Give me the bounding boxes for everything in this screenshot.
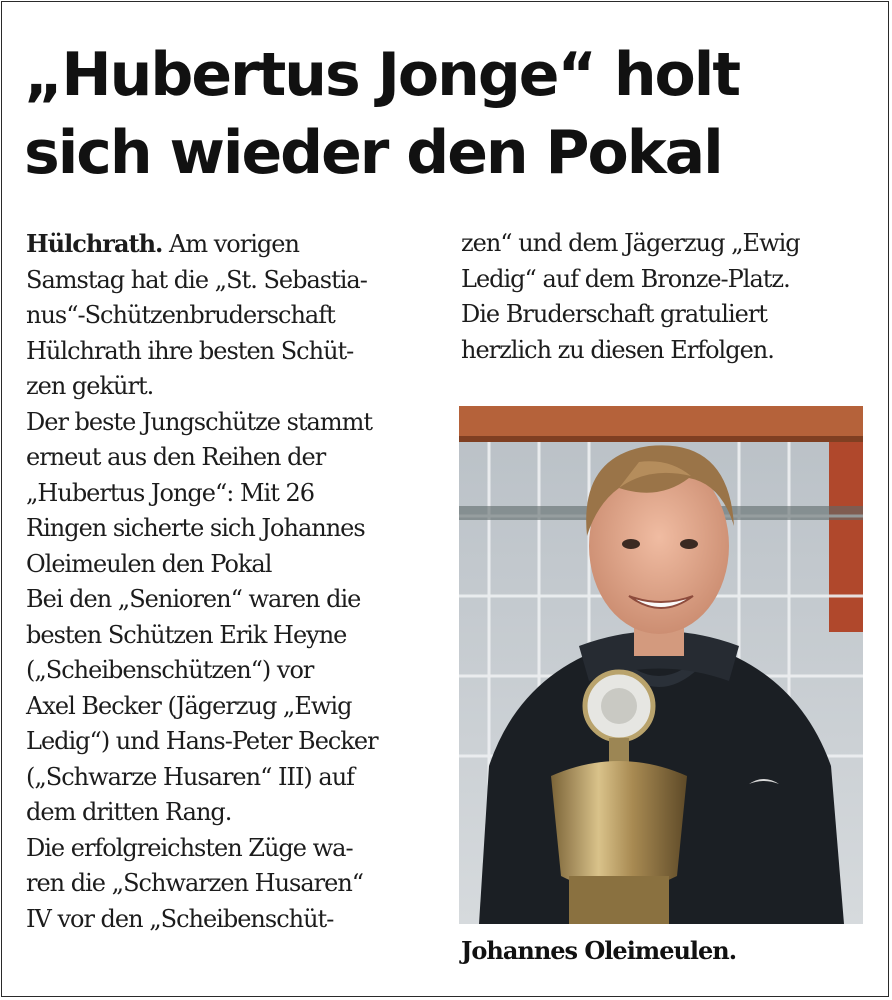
headline-line-1: „Hubertus Jonge“ holt (24, 40, 740, 110)
body-line: nus“-Schützenbruderschaft (26, 301, 335, 329)
body-line: dem dritten Rang. (26, 798, 232, 826)
body-line: „Hubertus Jonge“: Mit 26 (26, 478, 315, 507)
body-line-text: Am vorigen (162, 230, 299, 258)
article-photo (459, 406, 863, 924)
body-line: Samstag hat die „St. Sebastia- (26, 265, 367, 294)
body-line: Axel Becker (Jägerzug „Ewig (26, 691, 352, 720)
dateline: Hülchrath. (26, 229, 163, 258)
body-line: ren die „Schwarzen Husaren“ (26, 869, 364, 897)
body-line: zen“ und dem Jägerzug „Ewig (461, 229, 800, 257)
body-line: besten Schützen Erik Heyne (26, 620, 347, 649)
body-line: Ringen sicherte sich Johannes (26, 514, 365, 542)
article-body-right-column (461, 226, 871, 368)
headline (24, 36, 874, 192)
body-line (26, 226, 446, 263)
body-line: Die erfolgreichsten Züge wa- (26, 833, 353, 862)
body-line: Hülchrath ihre besten Schüt- (26, 336, 354, 365)
photo-illustration (459, 406, 863, 924)
body-line: IV vor den „Scheibenschüt- (26, 904, 334, 933)
body-line: Ledig“) und Hans-Peter Becker (26, 727, 378, 755)
body-line: herzlich zu diesen Erfolgen. (461, 335, 774, 364)
body-line: Der beste Jungschütze stammt (26, 407, 373, 436)
article-body-left-column (26, 226, 446, 937)
body-line: zen gekürt. (26, 372, 154, 400)
body-line: Bei den „Senioren“ waren die (26, 585, 361, 613)
body-line: Ledig“ auf dem Bronze-Platz. (461, 264, 790, 293)
body-line: („Scheibenschützen“) vor (26, 656, 314, 684)
body-line: („Schwarze Husaren“ III) auf (26, 762, 355, 791)
body-line: erneut aus den Reihen der (26, 443, 326, 471)
body-line: Oleimeulen den Pokal (26, 549, 272, 578)
body-line: Die Bruderschaft gratuliert (461, 300, 767, 328)
headline-line-2: sich wieder den Pokal (24, 118, 722, 188)
photo-caption: Johannes Oleimeulen. (461, 936, 737, 965)
